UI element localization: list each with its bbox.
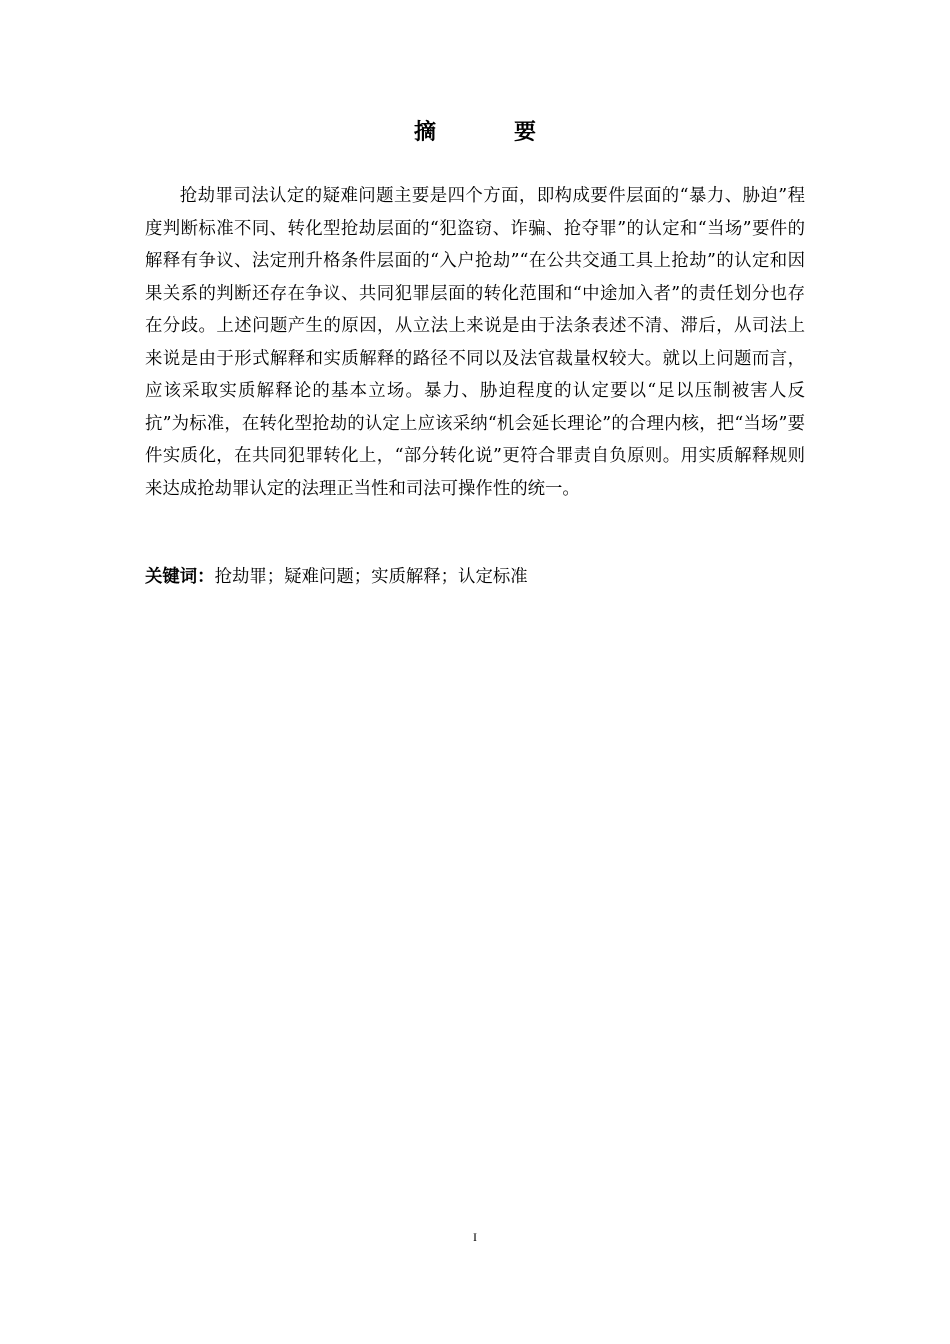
page-number: I — [473, 1230, 477, 1244]
keywords-label: 关键词： — [145, 567, 215, 587]
page-title: 摘 要 — [413, 120, 572, 145]
keywords-list: 抢劫罪；疑难问题；实质解释；认定标准 — [214, 567, 528, 587]
abstract-paragraph: 抢劫罪司法认定的疑难问题主要是四个方面，即构成要件层面的“暴力、胁迫”程度判断标准不同、转化型抢劫层面的“犯盗窃、诈骗、抢夺罪”的认定和“当场”要件的解释有争议、法定刑升格条件层面的“入户抢劫”“在公共交通工具上抢劫”的认定和因果关系的判断还存在争议、共同犯罪层面的转化范围和“中途加入者”的责任划分也存在分歧。上述问题产生的原因，从立法上来说是由于法条表述不清、滞后，从司法上来说是由于形式解释和实质解释的路径不同以及法官裁量权较大。就以上问题而言，应该采取实质解释论的基本立场。暴力、胁迫程度的认定要以“足以压制被害人反抗”为标准，在转化型抢劫的认定上应该采纳“机会延长理论”的合理内核，把“当场”要件实质化，在共同犯罪转化上，“部分转化说”更符合罪责自负原则。用实质解释规则来达成抢劫罪认定的法理正当性和司法可操作性的统一。 — [145, 186, 805, 499]
keywords-line — [145, 561, 805, 593]
